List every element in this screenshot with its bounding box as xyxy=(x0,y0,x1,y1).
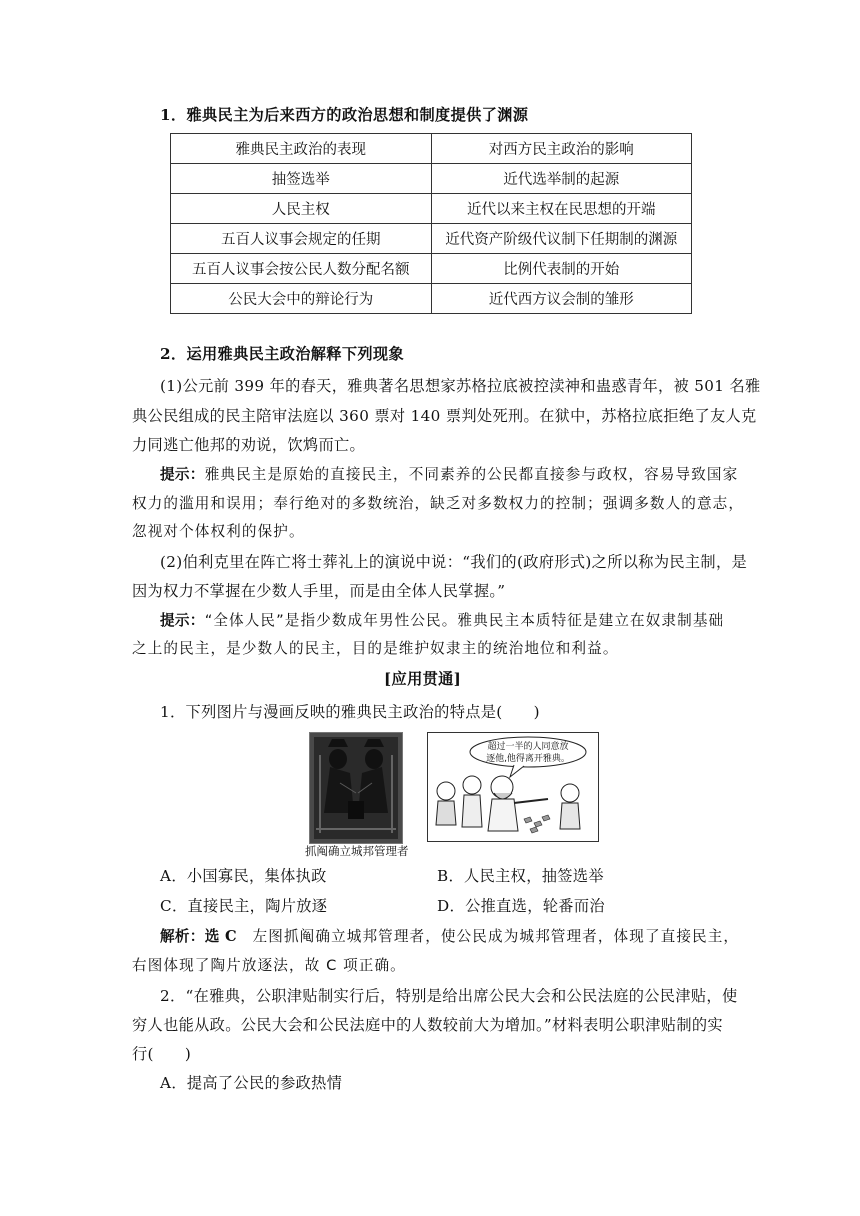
option-c: C．直接民主，陶片放逐 xyxy=(160,897,328,915)
table-header-cell: 对西方民主政治的影响 xyxy=(431,134,692,164)
section1-heading: 1．雅典民主为后来西方的政治思想和制度提供了渊源 xyxy=(160,106,529,124)
hint-line: 权力的滥用和误用；奉行绝对的多数统治，缺乏对多数权力的控制；强调多数人的意志， xyxy=(132,495,745,512)
table-cell: 近代西方议会制的雏形 xyxy=(431,284,692,314)
table-cell: 比例代表制的开始 xyxy=(431,254,692,284)
hint-label: 提示： xyxy=(160,466,205,483)
vase-painting-image xyxy=(309,732,403,844)
table-cell: 近代以来主权在民思想的开端 xyxy=(431,194,692,224)
option-a: A．小国寡民，集体执政 xyxy=(160,867,327,885)
hint-line xyxy=(160,609,724,630)
option-d: D．公推直选，轮番而治 xyxy=(437,897,605,915)
paragraph-line: 力同逃亡他邦的劝说，饮鸩而亡。 xyxy=(132,436,366,454)
analysis-label: 解析： xyxy=(160,928,205,945)
paragraph-line: (2)伯利克里在阵亡将士葬礼上的演说中说：“我们的(政府形式)之所以称为民主制，是 xyxy=(160,553,748,571)
table-header-cell: 雅典民主政治的表现 xyxy=(171,134,432,164)
hint-line: 忽视对个体权利的保护。 xyxy=(132,523,305,540)
question-1-stem: 1．下列图片与漫画反映的雅典民主政治的特点是( ) xyxy=(160,703,540,721)
table-cell: 五百人议事会规定的任期 xyxy=(171,224,432,254)
analysis-text: 左图抓阄确立城邦管理者，使公民成为城邦管理者，体现了直接民主， xyxy=(252,928,740,945)
paragraph-line: (1)公元前 399 年的春天，雅典著名思想家苏格拉底被控渎神和蛊惑青年，被 501 名雅 xyxy=(160,377,761,395)
ostracism-cartoon-image xyxy=(427,732,599,842)
table-header-row xyxy=(171,134,692,164)
hint-line: 之上的民主，是少数人的民主，目的是维护奴隶主的统治地位和利益。 xyxy=(132,640,619,657)
hint-label: 提示： xyxy=(160,612,205,629)
comparison-table xyxy=(170,133,692,314)
practice-title: [应用贯通] xyxy=(384,670,462,688)
question-2-option-a: A．提高了公民的参政热情 xyxy=(160,1074,343,1092)
hint-text: “全体人民”是指少数成年男性公民。雅典民主本质特征是建立在奴隶制基础 xyxy=(204,612,725,629)
table-row xyxy=(171,254,692,284)
image-caption: 抓阄确立城邦管理者 xyxy=(305,844,409,858)
table-row xyxy=(171,164,692,194)
table-cell: 抽签选举 xyxy=(171,164,432,194)
table-cell: 近代资产阶级代议制下任期制的渊源 xyxy=(431,224,692,254)
table-row xyxy=(171,224,692,254)
table-cell: 公民大会中的辩论行为 xyxy=(171,284,432,314)
hint-text: 雅典民主是原始的直接民主，不同素养的公民都直接参与政权，容易导致国家 xyxy=(204,466,739,483)
paragraph-line: 因为权力不掌握在少数人手里，而是由全体人民掌握。” xyxy=(132,582,506,600)
option-b: B．人民主权，抽签选举 xyxy=(437,867,604,885)
analysis-line xyxy=(160,925,739,946)
analysis-line: 右图体现了陶片放逐法，故 C 项正确。 xyxy=(132,957,406,974)
hint-line xyxy=(160,463,738,484)
table-cell: 近代选举制的起源 xyxy=(431,164,692,194)
table-cell: 五百人议事会按公民人数分配名额 xyxy=(171,254,432,284)
table-row xyxy=(171,284,692,314)
paragraph-line: 典公民组成的民主陪审法庭以 360 票对 140 票判处死刑。在狱中，苏格拉底拒绝了友人克 xyxy=(132,407,757,425)
speech-bubble-line: 逐他,他得离开雅典。 xyxy=(486,754,570,764)
question-2-line: 穷人也能从政。公民大会和公民法庭中的人数较前大为增加。”材料表明公职津贴制的实 xyxy=(132,1016,723,1034)
table-row xyxy=(171,194,692,224)
speech-bubble-line: 超过一半的人同意放 xyxy=(487,742,569,752)
question-2-line: 2．“在雅典，公职津贴制实行后，特别是给出席公民大会和公民法庭的公民津贴，使 xyxy=(160,987,738,1005)
section2-heading: 2．运用雅典民主政治解释下列现象 xyxy=(160,345,404,363)
question-2-line: 行( ) xyxy=(132,1045,192,1063)
table-cell: 人民主权 xyxy=(171,194,432,224)
analysis-answer: 选 C xyxy=(204,928,237,945)
